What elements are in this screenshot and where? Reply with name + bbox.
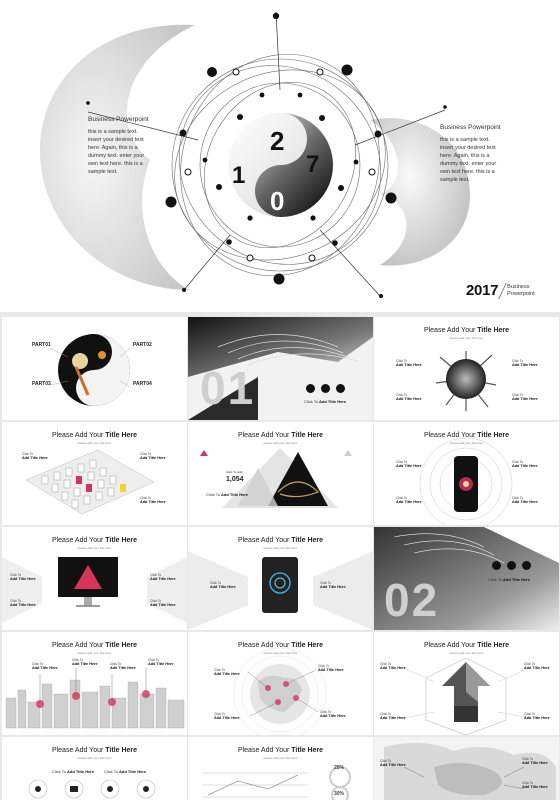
- slide-thumb-lines[interactable]: [188, 737, 373, 800]
- ann-head: Click To: [150, 573, 162, 577]
- click-lead: Click To: [104, 769, 120, 774]
- percent-value-2: 30%: [334, 791, 345, 797]
- ann-head: Click To: [512, 496, 524, 500]
- share-icon: [306, 384, 315, 393]
- ann-head: Click To: [524, 662, 536, 666]
- chat-icon: [507, 561, 516, 570]
- annotation-left-bottom: [214, 712, 244, 720]
- ann-title: Add Title Here: [524, 716, 550, 720]
- slide-thumb-section-02[interactable]: [374, 527, 559, 630]
- annotation-2: [72, 658, 102, 666]
- slide-thumb-parts[interactable]: [2, 317, 187, 420]
- ann-head: Click To: [10, 573, 22, 577]
- ann-head: Click To: [512, 460, 524, 464]
- ann-head: Click To: [396, 460, 408, 464]
- slide-subtitle: please add your title here: [263, 651, 298, 655]
- click-bold: Add Title Here: [319, 399, 347, 404]
- ann-head: Click To: [396, 496, 408, 500]
- click-bold: Add Title Here: [119, 769, 147, 774]
- annotation-right-bottom: [512, 496, 542, 504]
- ann-title: Add Title Here: [380, 666, 406, 670]
- annotation-right-bottom: [150, 599, 180, 607]
- annotation-bottom-right: [140, 496, 170, 504]
- title-lead: Please Add Your: [51, 642, 106, 649]
- slide-subtitle: please add your title here: [77, 546, 112, 550]
- ann-title: Add Title Here: [522, 761, 548, 765]
- annotation-left-top: [396, 460, 426, 468]
- ann-head: Click To: [150, 599, 162, 603]
- ann-title: Add Title Here: [140, 500, 166, 504]
- annotation-left: [380, 759, 410, 767]
- ann-title: Add Title Here: [396, 397, 422, 401]
- slide-thumb-section-01[interactable]: [188, 317, 373, 420]
- ann-title: Add Title Here: [140, 456, 166, 460]
- stat-value: 1,054: [226, 476, 244, 483]
- ann-head: Click To: [522, 781, 534, 785]
- ann-title: Add Title Here: [380, 763, 406, 767]
- slide-thumb-tablet[interactable]: [188, 527, 373, 630]
- ann-title: Add Title Here: [522, 785, 548, 789]
- part01-label: PART01: [32, 342, 51, 348]
- ann-title: Add Title Here: [10, 577, 36, 581]
- annotation-right-bottom: [524, 712, 554, 720]
- title-lead: Please Add Your: [51, 432, 106, 439]
- section-02-caption: [488, 577, 530, 582]
- annotation-left-bottom: [396, 393, 426, 401]
- slide-thumb-city[interactable]: [2, 632, 187, 735]
- annotation-right-bottom: [320, 710, 350, 718]
- ann-title: Add Title Here: [512, 500, 538, 504]
- ann-title: Add Title Here: [148, 662, 174, 666]
- ann-title: Add Title Here: [320, 714, 346, 718]
- mail-icon: [336, 384, 345, 393]
- ann-title: Add Title Here: [318, 668, 344, 672]
- slide-subtitle: please add your title here: [263, 546, 298, 550]
- title-lead: Please Add Your: [423, 327, 478, 334]
- brand-divider: [498, 283, 506, 299]
- hero-right-text: [440, 124, 502, 184]
- chat-icon: [321, 384, 330, 393]
- ann-head: Click To: [214, 712, 226, 716]
- part04-label: PART04: [133, 381, 152, 387]
- annotation-left-bottom: [10, 599, 40, 607]
- title-bold: Title Here: [291, 747, 324, 754]
- ann-title: Add Title Here: [72, 662, 98, 666]
- title-lead: Please Add Your: [423, 642, 478, 649]
- ann-title: Add Title Here: [32, 666, 58, 670]
- ann-title: Add Title Here: [110, 666, 136, 670]
- title-lead: Please Add Your: [51, 747, 106, 754]
- ann-head: Click To: [396, 393, 408, 397]
- slide-thumb-grid-cubes[interactable]: [2, 422, 187, 525]
- annotation-left: [210, 581, 240, 589]
- ann-head: Click To: [148, 658, 160, 662]
- hero-left-heading: Business Powerpoint: [88, 116, 149, 123]
- title-bold: Title Here: [105, 642, 138, 649]
- hero-slide: [0, 0, 560, 312]
- slide-subtitle: please add your title here: [449, 441, 484, 445]
- annotation-right-top: [522, 757, 552, 765]
- slide-subtitle: please add your title here: [449, 651, 484, 655]
- ann-head: Click To: [32, 662, 44, 666]
- ann-title: Add Title Here: [22, 456, 48, 460]
- ann-title: Add Title Here: [150, 577, 176, 581]
- slide-subtitle: please add your title here: [449, 336, 484, 340]
- annotation-left-top: [214, 668, 244, 676]
- title-bold: Title Here: [477, 327, 510, 334]
- title-bold: Title Here: [477, 642, 510, 649]
- click-bold: Add Title Here: [221, 492, 249, 497]
- ann-head: Click To: [72, 658, 84, 662]
- annotation-left-top: [10, 573, 40, 581]
- title-bold: Title Here: [105, 747, 138, 754]
- ann-title: Add Title Here: [320, 585, 346, 589]
- annotation-right-bottom: [522, 781, 552, 789]
- slide-subtitle: please add your title here: [77, 756, 112, 760]
- annotation-left-top: [380, 662, 410, 670]
- annotation-top-left: [22, 452, 52, 460]
- annotation-right-top: [318, 664, 348, 672]
- slide-subtitle: please add your title here: [263, 756, 298, 760]
- title-bold: Title Here: [105, 537, 138, 544]
- title-bold: Title Here: [477, 432, 510, 439]
- brand-label: Business Powerpoint: [507, 283, 535, 297]
- slide-thumb-map[interactable]: [374, 737, 559, 800]
- title-lead: Please Add Your: [423, 432, 478, 439]
- ann-head: Click To: [396, 359, 408, 363]
- hero-left-body: this is a sample text. insert your desired text here. Again, this is a dummy text. enter your own text here. this is a sample text.: [88, 129, 145, 175]
- click-lead: Click To: [206, 492, 222, 497]
- ann-head: Click To: [524, 712, 536, 716]
- ann-head: Click To: [318, 664, 330, 668]
- ann-head: Click To: [320, 581, 332, 585]
- ann-title: Add Title Here: [396, 464, 422, 468]
- stat-label: Click To Add: [226, 470, 243, 474]
- slide-thumb-circles[interactable]: [2, 737, 187, 800]
- annotation-left-top: [396, 359, 426, 367]
- annotation-right-top: [512, 460, 542, 468]
- slide-thumb-sphere[interactable]: [374, 317, 559, 420]
- title-lead: Please Add Your: [237, 537, 292, 544]
- annotation-left-bottom: [380, 712, 410, 720]
- ann-head: Click To: [22, 452, 34, 456]
- title-bold: Title Here: [291, 537, 324, 544]
- click-bold: Add Title Here: [503, 577, 531, 582]
- ann-head: Click To: [214, 668, 226, 672]
- digit-7: 7: [306, 151, 320, 178]
- ann-head: Click To: [380, 662, 392, 666]
- ann-head: Click To: [110, 662, 122, 666]
- title-lead: Please Add Your: [237, 642, 292, 649]
- ann-head: Click To: [522, 757, 534, 761]
- section-01-caption: [304, 399, 346, 404]
- section-number-02: 02: [384, 574, 440, 626]
- annotation-right-bottom: [512, 393, 542, 401]
- brand-block: [466, 282, 543, 299]
- ann-title: Add Title Here: [512, 464, 538, 468]
- title-lead: Please Add Your: [237, 747, 292, 754]
- ann-title: Add Title Here: [10, 603, 36, 607]
- click-lead: Click To: [488, 577, 504, 582]
- slide-subtitle: please add your title here: [77, 441, 112, 445]
- ann-head: Click To: [380, 712, 392, 716]
- ann-title: Add Title Here: [150, 603, 176, 607]
- ann-head: Click To: [320, 710, 332, 714]
- percent-value-1: 25%: [334, 765, 345, 771]
- circles-caption-right: [104, 769, 146, 774]
- annotation-top-right: [140, 452, 170, 460]
- slide-thumb-globe[interactable]: [188, 632, 373, 735]
- ann-title: Add Title Here: [512, 363, 538, 367]
- annotation-right-top: [150, 573, 180, 581]
- ann-title: Add Title Here: [512, 397, 538, 401]
- click-lead: Click To: [304, 399, 320, 404]
- annotation-right-top: [512, 359, 542, 367]
- slide-thumb-arrow[interactable]: [374, 632, 559, 735]
- brand-year: 2017: [466, 282, 499, 299]
- ann-title: Add Title Here: [396, 500, 422, 504]
- mail-icon: [522, 561, 531, 570]
- annotation-1: [32, 662, 62, 670]
- ann-title: Add Title Here: [214, 672, 240, 676]
- click-lead: Click To: [52, 769, 68, 774]
- share-icon: [492, 561, 501, 570]
- part03-label: PART03: [32, 381, 51, 387]
- slide-thumb-phone[interactable]: [374, 422, 559, 525]
- circles-caption-left: [52, 769, 94, 774]
- title-bold: Title Here: [291, 432, 324, 439]
- ann-head: Click To: [210, 581, 222, 585]
- ann-head: Click To: [10, 599, 22, 603]
- annotation-right-top: [524, 662, 554, 670]
- title-lead: Please Add Your: [237, 432, 292, 439]
- annotation-right: [320, 581, 350, 589]
- ann-head: Click To: [380, 759, 392, 763]
- annotation-4: [148, 658, 178, 666]
- slide-subtitle: please add your title here: [77, 651, 112, 655]
- triangles-caption: [206, 492, 248, 497]
- digit-2: 2: [270, 126, 285, 156]
- ann-head: Click To: [140, 496, 152, 500]
- ann-head: Click To: [512, 393, 524, 397]
- title-bold: Title Here: [291, 642, 324, 649]
- ann-title: Add Title Here: [524, 666, 550, 670]
- hero-right-body: this is a sample text. insert your desired text here. Again, this is a dummy text. enter your own text here. this is a sample text.: [440, 137, 497, 183]
- click-bold: Add Title Here: [67, 769, 95, 774]
- hero-right-heading: Business Powerpoint: [440, 124, 501, 131]
- ann-head: Click To: [140, 452, 152, 456]
- ann-head: Click To: [512, 359, 524, 363]
- slide-subtitle: please add your title here: [263, 441, 298, 445]
- slide-thumb-triangles[interactable]: [188, 422, 373, 525]
- digit-1: 1: [232, 162, 246, 189]
- annotation-3: [110, 662, 140, 670]
- ann-title: Add Title Here: [380, 716, 406, 720]
- annotation-left-bottom: [396, 496, 426, 504]
- title-bold: Title Here: [105, 432, 138, 439]
- title-lead: Please Add Your: [51, 537, 106, 544]
- ann-title: Add Title Here: [210, 585, 236, 589]
- section-number-01: 01: [200, 362, 256, 414]
- ann-title: Add Title Here: [214, 716, 240, 720]
- digit-0: 0: [270, 186, 285, 216]
- slide-thumb-monitor[interactable]: [2, 527, 187, 630]
- part02-label: PART02: [133, 342, 152, 348]
- hero-left-text: [88, 116, 150, 176]
- ann-title: Add Title Here: [396, 363, 422, 367]
